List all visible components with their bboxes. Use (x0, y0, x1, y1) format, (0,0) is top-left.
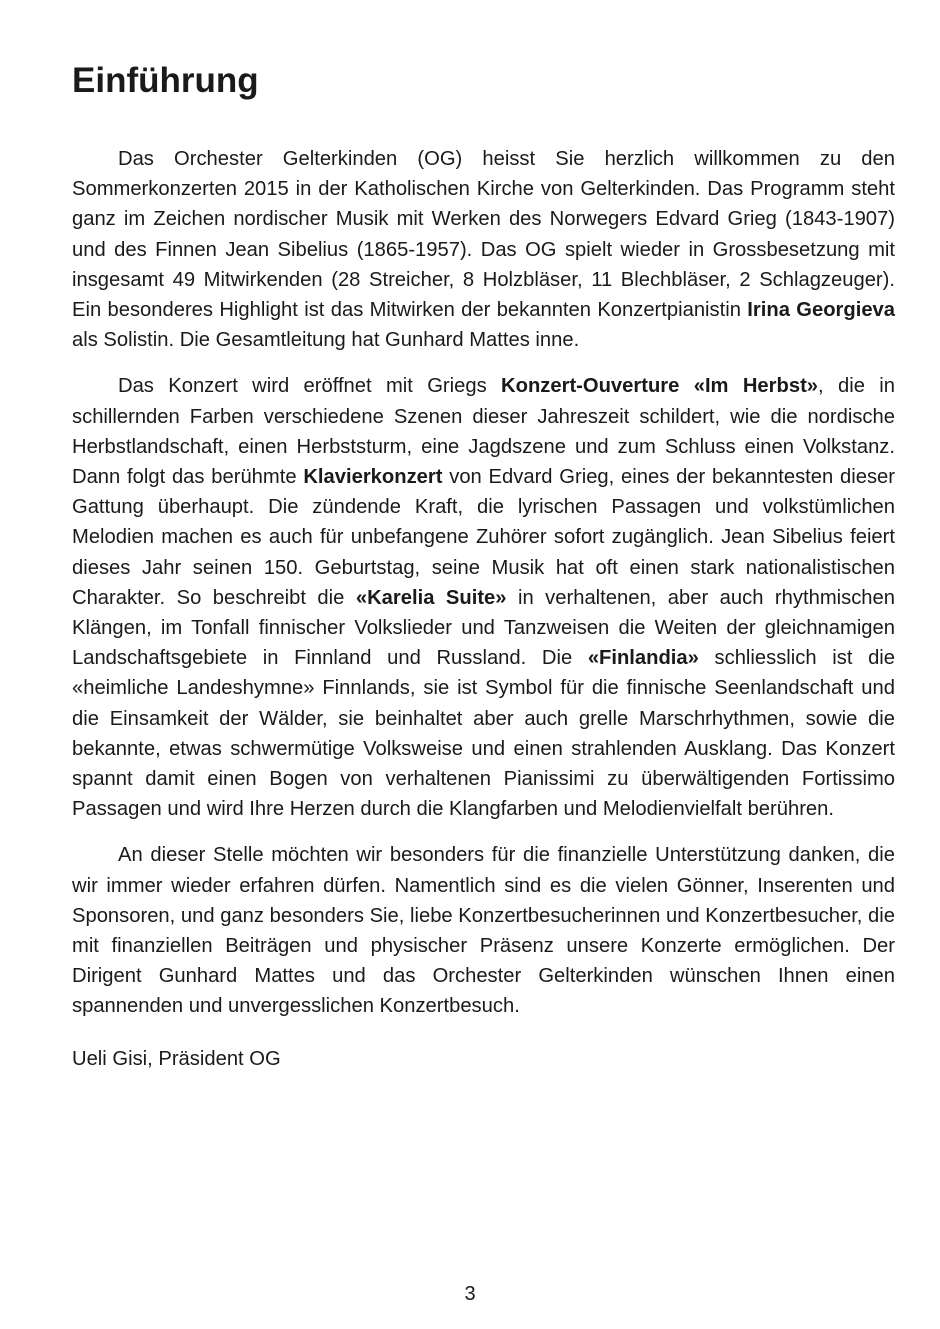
karelia-title: «Karelia Suite» (355, 586, 507, 609)
page-number: 3 (464, 1283, 476, 1305)
intro-paragraph (72, 144, 895, 355)
overture-title: Konzert-Ouverture «Im Herbst» (501, 375, 819, 398)
program-text-1: Das Konzert wird eröffnet mit Griegs (118, 375, 502, 398)
thanks-paragraph: An dieser Stelle möchten wir besonders für die finanzielle Unterstützung danken, die wir immer wieder erfahren dürfen. Namentlich sind es die vielen Gönner, Inserenten und Sponsoren, und ganz besonders Sie, liebe Konzertbesucherinnen und Konzertbesucher, die mit finanziellen Beiträgen und physischer Präsenz unsere Konzerte ermöglichen. Der Dirigent Gunhard Mattes und das Orchester Gelterkinden wünschen Ihnen einen spannenden und unvergesslichen Konzertbesuch. (72, 844, 895, 1018)
concerto-title: Klavierkonzert (303, 466, 443, 489)
program-paragraph (72, 371, 895, 824)
program-text-2: , die in schillernden Farben verschiedene Szenen dieser Jahreszeit schildert, wie die nordische Herbstlandschaft, einen Herbststurm, eine Jagdszene und zum Schluss einen Volkstanz. Dann folgt das berühmte (72, 375, 895, 489)
signature: Ueli Gisi, Präsident OG (72, 1047, 281, 1070)
finlandia-title: «Finlandia» (587, 647, 699, 670)
program-text-4: in verhaltenen, aber auch rhythmischen Klängen, im Tonfall finnischer Volkslieder und Tanzweisen die Weiten der gleichnamigen Landschaftsgebiete in Finnland und Russland. Die (72, 586, 895, 670)
program-text-3: von Edvard Grieg, eines der bekanntesten dieser Gattung überhaupt. Die zündende Kraft, die lyrischen Passagen und volkstümlichen Melodien machen es auch für unbefangene Zuhörer sofort zugänglich. Jean Sibelius feiert dieses Jahr seinen 150. Geburtstag, seine Musik hat oft einen stark nationalistischen Charakter. So beschreibt die (72, 466, 895, 609)
soloist-name: Irina Georgieva (747, 299, 895, 322)
intro-text-2: als Solistin. Die Gesamtleitung hat Gunhard Mattes inne. (72, 329, 580, 352)
program-text-5: schliesslich ist die «heimliche Landeshymne» Finnlands, sie ist Symbol für die finnische Seenlandschaft und die Einsamkeit der Wälder, sie beinhaltet aber auch grelle Marschrhythmen, sowie die bekannte, etwas schwermütige Volksweise und einen strahlenden Ausklang. Das Konzert spannt damit einen Bogen von verhaltenen Pianissimi zu überwältigenden Fortissimo Passagen und wird Ihre Herzen durch die Klangfarben und Melodienvielfalt berühren. (72, 647, 896, 821)
document-page (72, 56, 895, 1090)
page-title: Einführung (72, 61, 259, 100)
intro-text-1: Das Orchester Gelterkinden (OG) heisst Sie herzlich willkommen zu den Sommerkonzerten 2015 in der Katholischen Kirche von Gelterkinden. Das Programm steht ganz im Zeichen nordischer Musik mit Werken des Norwegers Edvard Grieg (1843-1907) und des Finnen Jean Sibelius (1865-1957). Das OG spielt wieder in Grossbesetzung mit insgesamt 49 Mitwirkenden (28 Streicher, 8 Holzbläser, 11 Blechbläser, 2 Schlagzeuger). Ein besonderes Highlight ist das Mitwirken der bekannten Konzertpianistin (72, 148, 895, 322)
